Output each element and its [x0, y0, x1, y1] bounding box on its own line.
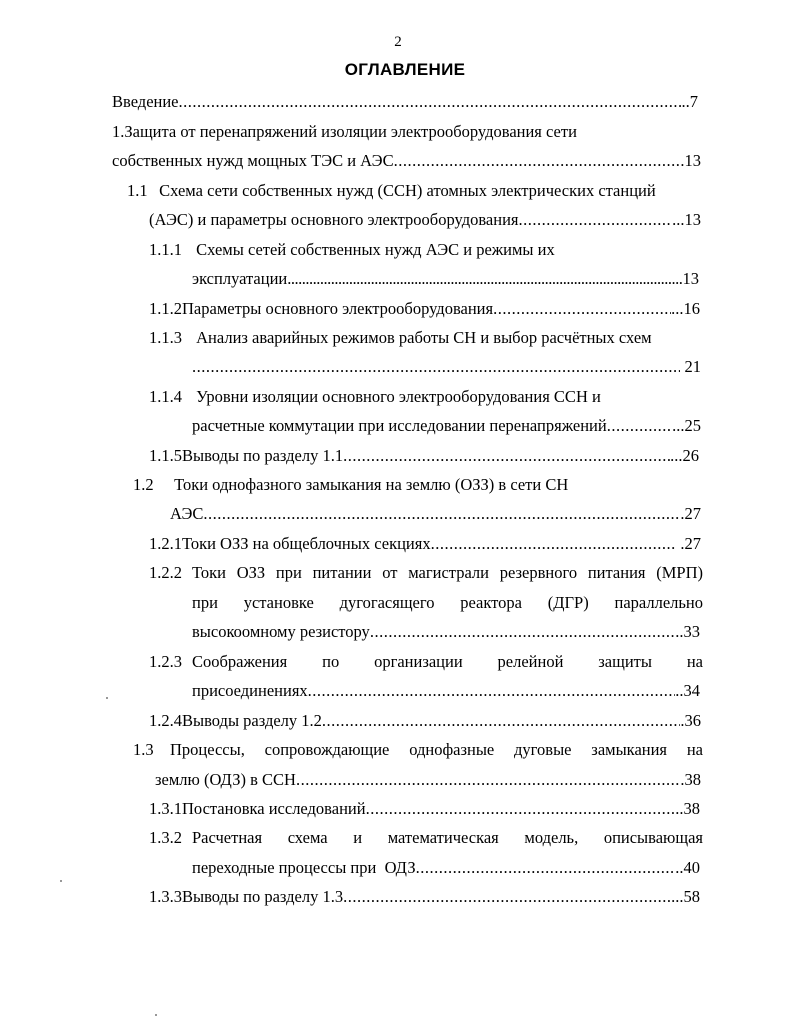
toc-entry-text: высокоомному резистору: [192, 622, 370, 641]
toc-entry-1-2-1: [149, 532, 701, 556]
toc-entry-text: Схема сети собственных нужд (ССН) атомных электрических станций: [159, 181, 656, 200]
toc-entry-text: Схемы сетей собственных нужд АЭС и режимы их: [196, 240, 555, 259]
leader-dots: [343, 444, 670, 468]
toc-entry-1-1-1-cont: [192, 267, 699, 291]
toc-section-number: 1.1.5: [149, 446, 182, 465]
toc-entry-text: Токи ОЗЗ при питании от магистрали резервного питания (МРП): [192, 563, 703, 582]
toc-entry-text: Введение: [112, 92, 179, 111]
toc-page-number: ...26: [670, 446, 699, 465]
toc-entry-text: АЭС: [170, 504, 204, 523]
toc-entry-chapter-1-cont: [112, 149, 701, 173]
toc-entry-text: Соображения по организации релейной защиты на: [192, 652, 703, 671]
leader-dots: [322, 709, 680, 733]
toc-page-number: ...16: [671, 299, 700, 318]
toc-entry-text: Уровни изоляции основного электрооборудования ССН и: [196, 387, 601, 406]
page-title: ОГЛАВЛЕНИЕ: [344, 60, 466, 79]
toc-entry-1-1-4-cont: [192, 414, 701, 438]
leader-dots: [179, 90, 682, 114]
leader-dots: [431, 532, 677, 556]
toc-section-number: 1.2.4: [149, 711, 182, 730]
toc-entry-intro: [112, 90, 698, 114]
toc-entry-text: Расчетная схема и математическая модель, описывающая: [192, 828, 703, 847]
toc-page-number: .36: [680, 711, 701, 730]
toc-entry-text: при установке дугогасящего реактора (ДГР) параллельно: [192, 593, 703, 612]
toc-entry-text: эксплуатации: [192, 269, 288, 288]
toc-entry-text: Анализ аварийных режимов работы СН и выбор расчётных схем: [196, 328, 652, 347]
toc-entry-text: 1.Защита от перенапряжений изоляции электрооборудования сети: [112, 122, 577, 141]
toc-entry-1-1-4: [149, 385, 601, 409]
toc-entry-text: Выводы по разделу 1.3: [182, 887, 344, 906]
toc-page-number: ...25: [672, 416, 701, 435]
toc-entry-text: переходные процессы при ОДЗ: [192, 858, 416, 877]
toc-section-number: 1.3: [133, 740, 154, 759]
toc-entry-1-1-1: [149, 238, 555, 262]
toc-page-number: .27: [676, 534, 701, 553]
toc-entry-1-1-5: [149, 444, 699, 468]
toc-entry-text: расчетные коммутации при исследовании перенапряжений: [192, 416, 607, 435]
toc-entry-1-1-3: [149, 326, 652, 350]
toc-entry-1-1-cont: [149, 208, 701, 232]
toc-entry-text: Токи однофазного замыкания на землю (ОЗЗ) в сети СН: [174, 475, 569, 494]
leader-dots: [394, 149, 681, 173]
leader-dots: [308, 679, 676, 703]
toc-entry-1-3-cont: [155, 768, 701, 792]
toc-section-number: 1.1.2: [149, 299, 182, 318]
scan-speck: [106, 697, 108, 699]
leader-dots: [296, 768, 680, 792]
toc-entry-1-3: [133, 738, 703, 762]
toc-entry-chapter-1: [112, 120, 577, 144]
toc-section-number: 1.2.2: [149, 563, 182, 582]
toc-entry-1-3-3: [149, 885, 700, 909]
toc-entry-1-2-3: [149, 650, 703, 674]
leader-dots: [370, 620, 675, 644]
toc-entry-1-2-2-cont2: [192, 620, 700, 644]
toc-section-number: 1.2.1: [149, 534, 182, 553]
page-number: 2: [394, 34, 402, 50]
toc-page-number: .27: [680, 504, 701, 523]
toc-page-number: 21: [680, 357, 701, 376]
toc-section-number: 1.1: [127, 181, 148, 200]
toc-entry-1-2-2: [149, 561, 703, 585]
toc-entry-1-1-3-cont: [192, 355, 701, 379]
leader-dots: [519, 208, 673, 232]
leader-dots: [493, 297, 671, 321]
toc-entry-text: Выводы разделу 1.2: [182, 711, 322, 730]
toc-entry-1-1-2: [149, 297, 700, 321]
toc-section-number: 1.2.3: [149, 652, 182, 671]
toc-entry-1-3-1: [149, 797, 700, 821]
leader-dots: [366, 797, 676, 821]
toc-entry-1-3-2-cont: [192, 856, 700, 880]
toc-entry-text: Выводы по разделу 1.1: [182, 446, 344, 465]
toc-entry-text: Процессы, сопровождающие однофазные дуговые замыкания на: [170, 740, 703, 759]
toc-page-number: ..34: [675, 681, 700, 700]
toc-section-number: 1.1.4: [149, 387, 182, 406]
scan-speck: [155, 1014, 157, 1016]
toc-entry-1-2-cont: [170, 502, 701, 526]
toc-section-number: 1.1.3: [149, 328, 182, 347]
toc-page-number: .13: [680, 151, 701, 170]
toc-entry-text: Параметры основного электрооборудования: [182, 299, 494, 318]
toc-page-number: .38: [680, 770, 701, 789]
scan-speck: [60, 880, 62, 882]
toc-page-number: ...58: [671, 887, 700, 906]
leader-dots: [287, 267, 682, 291]
leader-dots: [192, 355, 680, 379]
toc-entry-text: Токи ОЗЗ на общеблочных секциях: [182, 534, 431, 553]
toc-entry-text: (АЭС) и параметры основного электрооборудования: [149, 210, 519, 229]
toc-page-number: 13: [682, 269, 699, 288]
toc-section-number: 1.1.1: [149, 240, 182, 259]
toc-entry-text: собственных нужд мощных ТЭС и АЭС: [112, 151, 394, 170]
toc-page-number: ...13: [672, 210, 701, 229]
toc-page-number: ..40: [675, 858, 700, 877]
toc-section-number: 1.3.1: [149, 799, 182, 818]
toc-page-number: ..33: [675, 622, 700, 641]
toc-page-number: ..7: [681, 92, 698, 111]
leader-dots: [343, 885, 671, 909]
leader-dots: [203, 502, 680, 526]
toc-entry-text: Постановка исследований: [182, 799, 366, 818]
toc-section-number: 1.3.2: [149, 828, 182, 847]
toc-entry-1-2-3-cont: [192, 679, 700, 703]
toc-entry-1-1: [127, 179, 656, 203]
toc-section-number: 1.2: [133, 475, 154, 494]
toc-entry-text: землю (ОДЗ) в ССН: [155, 770, 296, 789]
toc-entry-1-2: [133, 473, 568, 497]
toc-entry-text: присоединениях: [192, 681, 308, 700]
toc-section-number: 1.3.3: [149, 887, 182, 906]
toc-page-number: ..38: [675, 799, 700, 818]
toc-entry-1-2-4: [149, 709, 701, 733]
toc-entry-1-2-2-cont: [192, 591, 703, 615]
leader-dots: [416, 856, 676, 880]
toc-entry-1-3-2: [149, 826, 703, 850]
leader-dots: [607, 414, 672, 438]
